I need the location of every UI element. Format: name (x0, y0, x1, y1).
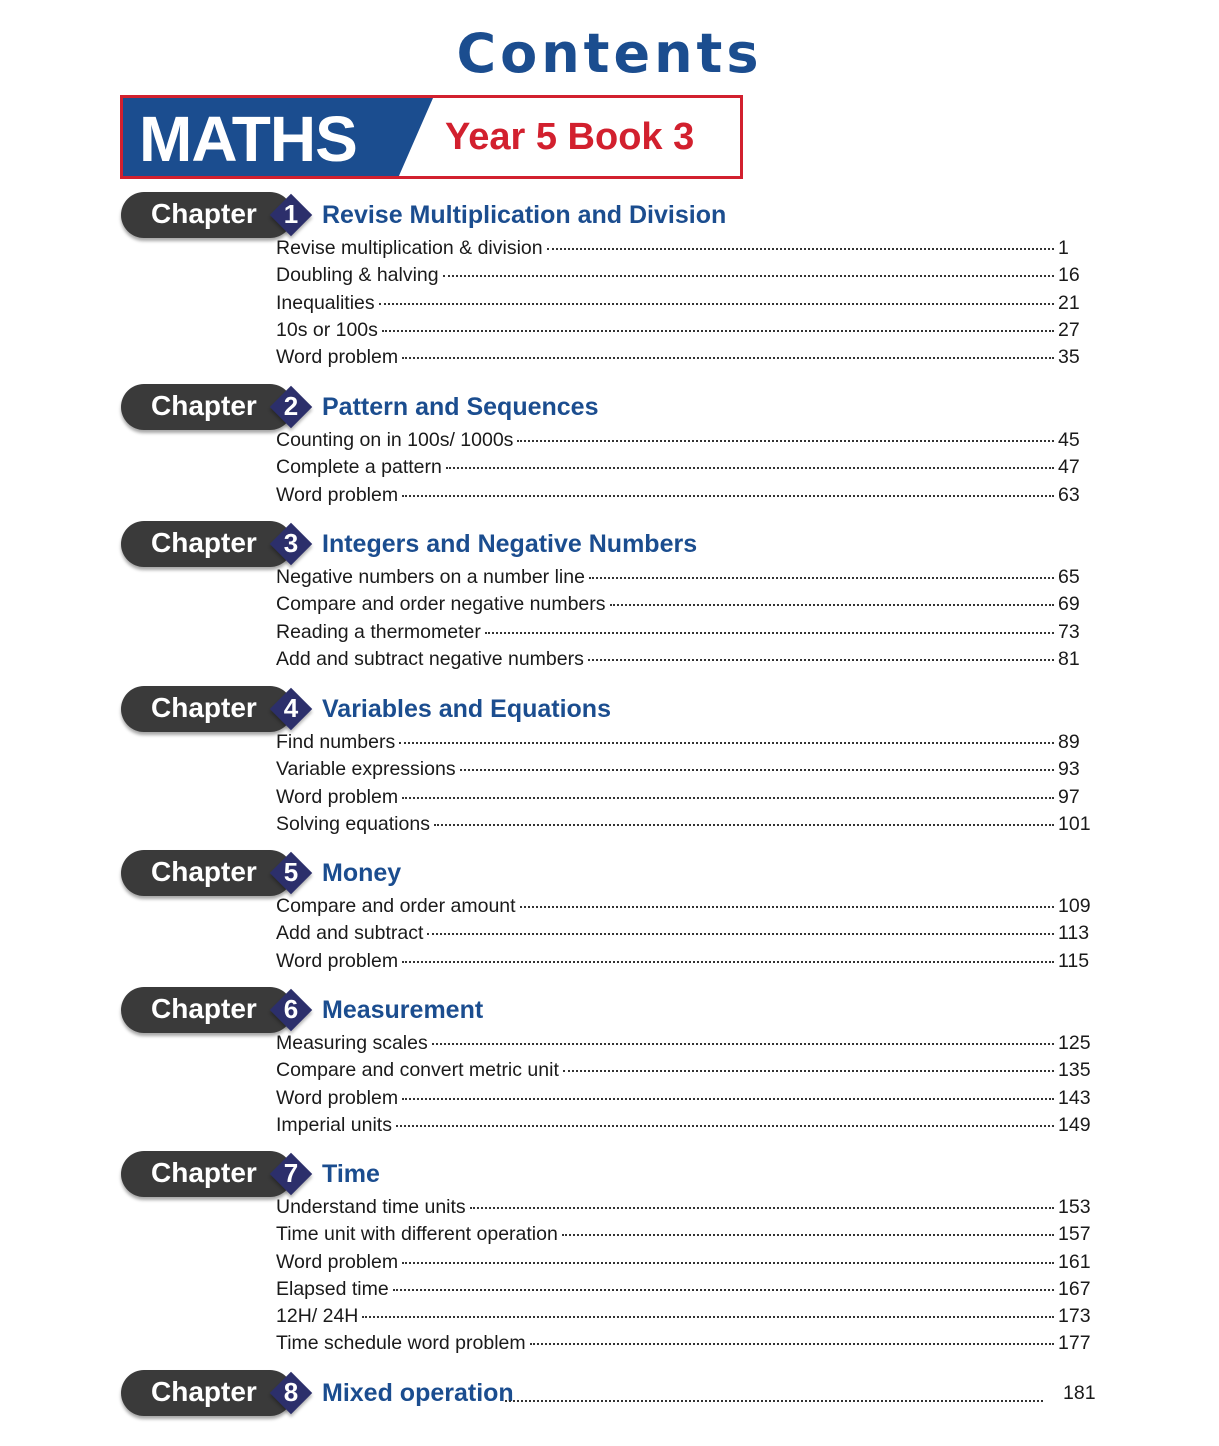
entry-label: Word problem (276, 1086, 399, 1109)
entry-label: 10s or 100s (276, 318, 378, 341)
chapter-label: Chapter (151, 390, 257, 421)
chapter-title[interactable]: Revise Multiplication and Division (322, 201, 727, 229)
toc-entry[interactable] (276, 621, 1098, 648)
toc-entry[interactable] (276, 566, 1098, 593)
dot-leader (393, 1289, 1054, 1291)
dot-leader (362, 1316, 1054, 1318)
dot-leader (563, 1070, 1054, 1072)
toc-entry[interactable] (276, 1278, 1098, 1305)
toc-entry[interactable] (276, 731, 1098, 758)
toc-entry[interactable] (276, 1087, 1098, 1114)
chapter-number: 6 (283, 994, 299, 1024)
page-number: 173 (1058, 1305, 1091, 1328)
entry-list (276, 1032, 1098, 1141)
page-number: 35 (1058, 346, 1080, 369)
chapter-title[interactable]: Mixed operation (322, 1379, 514, 1407)
page-number: 135 (1058, 1059, 1091, 1082)
entry-label: Reading a thermometer (276, 620, 481, 643)
page-number: 161 (1058, 1250, 1091, 1273)
dot-leader (402, 1098, 1054, 1100)
entry-label: Time schedule word problem (276, 1332, 526, 1355)
entry-label: Solving equations (276, 812, 430, 835)
page-number: 1 (1058, 237, 1069, 259)
chapter-title[interactable]: Integers and Negative Numbers (322, 530, 698, 558)
toc-entry[interactable] (276, 950, 1098, 977)
chapter-number: 3 (283, 528, 299, 558)
toc-entry[interactable] (276, 813, 1098, 840)
entry-label: Compare and order negative numbers (276, 593, 606, 616)
page-number: 97 (1058, 785, 1080, 808)
toc-entry[interactable] (276, 429, 1098, 456)
chapter-title[interactable]: Pattern and Sequences (322, 393, 599, 421)
entry-list (276, 237, 1098, 373)
entry-label: Add and subtract (276, 922, 424, 945)
chapter-number-badge (270, 1153, 312, 1195)
toc-entry[interactable] (276, 1223, 1098, 1250)
entry-label: Measuring scales (276, 1032, 428, 1054)
entry-label: Doubling & halving (276, 264, 439, 287)
chapter-number-badge (270, 194, 312, 236)
toc-entry[interactable] (276, 456, 1098, 483)
toc-entry[interactable] (276, 593, 1098, 620)
entry-label: Find numbers (276, 731, 396, 753)
entry-label: Elapsed time (276, 1277, 389, 1300)
dot-leader (402, 1262, 1054, 1264)
page-number: 65 (1058, 566, 1080, 588)
dot-leader (432, 1043, 1054, 1045)
dot-leader (505, 1400, 1043, 1402)
banner-subject: MATHS (139, 103, 357, 175)
entry-label: Word problem (276, 949, 399, 972)
chapter-label: Chapter (151, 1376, 257, 1407)
dot-leader (382, 330, 1054, 332)
entry-list (276, 731, 1098, 840)
dot-leader (547, 248, 1054, 250)
toc-entry[interactable] (276, 319, 1098, 346)
chapter-title[interactable]: Time (322, 1160, 380, 1188)
dot-leader (530, 1343, 1054, 1345)
page-title: Contents (456, 22, 763, 85)
entry-label: 12H/ 24H (276, 1305, 359, 1328)
entry-list (276, 566, 1098, 675)
page-number: 21 (1058, 291, 1080, 314)
entry-label: Negative numbers on a number line (276, 566, 585, 588)
entry-label: Compare and convert metric unit (276, 1059, 559, 1082)
chapter-title[interactable]: Money (322, 859, 402, 887)
toc-entry[interactable] (276, 1332, 1098, 1359)
toc-entry[interactable] (276, 292, 1098, 319)
page-number: 177 (1058, 1332, 1091, 1355)
entry-label: Add and subtract negative numbers (276, 647, 584, 670)
chapter-number-badge (270, 852, 312, 894)
entry-label: Revise multiplication & division (276, 237, 543, 259)
dot-leader (402, 961, 1054, 963)
page-number: 16 (1058, 264, 1080, 287)
entry-label: Imperial units (276, 1113, 392, 1136)
entry-label: Word problem (276, 483, 399, 506)
entry-label: Time unit with different operation (276, 1223, 558, 1246)
page-number: 115 (1058, 949, 1090, 972)
dot-leader (402, 357, 1054, 359)
chapter-number: 1 (283, 199, 299, 229)
entry-list (276, 1196, 1098, 1360)
page-number: 27 (1058, 318, 1080, 341)
toc-entry[interactable] (276, 1305, 1098, 1332)
page-number: 167 (1058, 1277, 1091, 1300)
chapter-label: Chapter (151, 527, 257, 558)
page-number: 101 (1058, 812, 1091, 835)
page-number: 81 (1058, 647, 1080, 670)
entry-label: Understand time units (276, 1196, 466, 1218)
dot-leader (434, 824, 1054, 826)
chapter-number-badge (270, 989, 312, 1031)
entry-label: Compare and order amount (276, 895, 516, 917)
chapter-label: Chapter (151, 692, 257, 723)
page-number: 45 (1058, 429, 1080, 451)
chapter-number-badge (270, 688, 312, 730)
dot-leader (520, 906, 1054, 908)
dot-leader (402, 797, 1054, 799)
entry-label: Word problem (276, 1250, 399, 1273)
page-number: 93 (1058, 758, 1080, 781)
toc-entry[interactable] (276, 648, 1098, 675)
chapter-number: 4 (283, 693, 299, 723)
toc-entry[interactable] (276, 922, 1098, 949)
toc-entry[interactable] (276, 1114, 1098, 1141)
chapter-number-badge (270, 386, 312, 428)
toc-entry[interactable] (276, 758, 1098, 785)
dot-leader (396, 1125, 1054, 1127)
dot-leader (562, 1234, 1054, 1236)
dot-leader (517, 440, 1054, 442)
chapter-label: Chapter (151, 198, 257, 229)
dot-leader (610, 604, 1054, 606)
chapter-title[interactable]: Measurement (322, 996, 484, 1024)
dot-leader (443, 275, 1054, 277)
dot-leader (427, 933, 1054, 935)
entry-label: Counting on in 100s/ 1000s (276, 429, 514, 451)
entry-label: Word problem (276, 785, 399, 808)
chapter-number-badge (270, 523, 312, 565)
chapter-label: Chapter (151, 856, 257, 887)
toc-entry[interactable] (276, 1059, 1098, 1086)
page-number: 89 (1058, 731, 1080, 753)
entry-list (276, 429, 1098, 511)
page-number: 113 (1058, 922, 1090, 945)
entry-label: Complete a pattern (276, 456, 442, 479)
entry-label: Variable expressions (276, 758, 456, 781)
banner-subtitle: Year 5 Book 3 (445, 116, 695, 158)
dot-leader (402, 495, 1054, 497)
entry-label: Word problem (276, 346, 399, 369)
dot-leader (379, 303, 1054, 305)
toc-entry[interactable] (276, 1032, 1098, 1059)
toc-entry[interactable] (276, 1196, 1098, 1223)
toc-entry[interactable] (276, 484, 1098, 511)
page-number: 143 (1058, 1086, 1091, 1109)
chapter-number: 7 (283, 1158, 299, 1188)
entry-label: Inequalities (276, 291, 375, 314)
dot-leader (485, 632, 1054, 634)
page-number: 181 (1063, 1382, 1096, 1404)
chapter-label: Chapter (151, 993, 257, 1024)
chapter-label: Chapter (151, 1157, 257, 1188)
dot-leader (588, 659, 1054, 661)
dot-leader (460, 769, 1054, 771)
toc-entry[interactable] (276, 264, 1098, 291)
page-number: 47 (1058, 456, 1080, 479)
page-number: 153 (1058, 1196, 1091, 1218)
chapter-number: 5 (283, 857, 299, 887)
dot-leader (589, 577, 1054, 579)
page-number: 157 (1058, 1223, 1091, 1246)
toc-entry[interactable] (276, 346, 1098, 373)
chapter-number-badge (270, 1372, 312, 1414)
chapter-title[interactable]: Variables and Equations (322, 695, 611, 723)
page-number: 73 (1058, 620, 1080, 643)
toc-entry[interactable] (276, 1251, 1098, 1278)
page-number: 149 (1058, 1113, 1091, 1136)
toc-entry[interactable] (276, 786, 1098, 813)
entry-list (276, 895, 1098, 977)
chapter-number: 8 (283, 1377, 299, 1407)
dot-leader (399, 742, 1054, 744)
toc-entry[interactable] (276, 895, 1098, 922)
page-number: 69 (1058, 593, 1080, 616)
page-number: 63 (1058, 483, 1080, 506)
book-banner (120, 95, 743, 179)
toc-entry[interactable] (276, 237, 1098, 264)
dot-leader (446, 467, 1054, 469)
dot-leader (470, 1207, 1054, 1209)
chapter-number: 2 (283, 391, 299, 421)
page-number: 109 (1058, 895, 1091, 917)
page-number: 125 (1058, 1032, 1091, 1054)
